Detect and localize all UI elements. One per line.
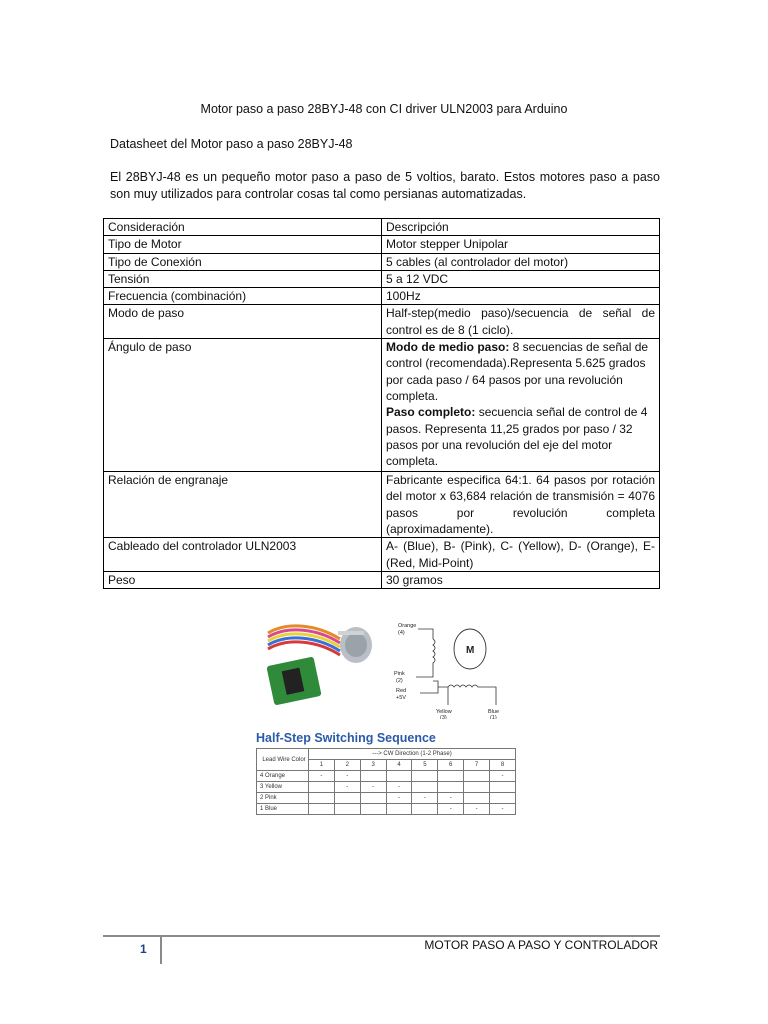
row-value: 100Hz (382, 288, 660, 305)
row-value: 5 cables (al controlador del motor) (382, 253, 660, 270)
footer-rule (103, 935, 660, 937)
step-cell: - (438, 804, 464, 815)
wire-label: 2 Pink (257, 793, 309, 804)
step-cell (438, 771, 464, 782)
motor-images (248, 615, 510, 719)
page-number: 1 (140, 942, 147, 956)
table-row (257, 771, 516, 782)
table-row (257, 782, 516, 793)
step-cell (490, 793, 516, 804)
document-subtitle: Datasheet del Motor paso a paso 28BYJ-48 (110, 137, 353, 151)
wire-red-voltage: +5V (396, 695, 406, 701)
document-title: Motor paso a paso 28BYJ-48 con CI driver ULN2003 para Arduino (200, 102, 568, 116)
step-cell (386, 804, 412, 815)
half-step-mode-label: Modo de medio paso: (386, 340, 510, 355)
intro-paragraph: El 28BYJ-48 es un pequeño motor paso a paso de 5 voltios, barato. Estos motores paso a paso son muy utilizados para controlar cosas tal como persianas automatizadas. (110, 170, 660, 201)
step-number: 2 (334, 760, 360, 771)
step-cell: - (334, 771, 360, 782)
cw-direction-header: ---> CW Direction (1-2 Phase) (309, 749, 516, 760)
step-cell (412, 804, 438, 815)
table-row (104, 571, 660, 588)
step-cell (309, 782, 335, 793)
row-label: Ángulo de paso (104, 339, 382, 472)
step-cell: - (464, 804, 490, 815)
row-label: Cableado del controlador ULN2003 (104, 538, 382, 572)
step-number: 8 (490, 760, 516, 771)
step-cell: - (490, 804, 516, 815)
row-label: Peso (104, 571, 382, 588)
step-cell (464, 771, 490, 782)
step-cell (412, 782, 438, 793)
step-cell (309, 793, 335, 804)
half-step-title: Half-Step Switching Sequence (256, 731, 436, 745)
step-cell: - (386, 793, 412, 804)
step-cell (438, 782, 464, 793)
row-value: Half-step(medio paso)/secuencia de señal de control es de 8 (1 ciclo). (382, 305, 660, 339)
step-cell (360, 771, 386, 782)
table-row (104, 253, 660, 270)
motor-symbol-label: M (466, 645, 475, 656)
wire-red-label: Red (396, 688, 407, 694)
wiring-schematic (394, 623, 499, 719)
row-value: A- (Blue), B- (Pink), C- (Yellow), D- (Orange), E- (Red, Mid-Point) (382, 538, 660, 572)
step-number: 7 (464, 760, 490, 771)
step-cell (360, 804, 386, 815)
table-row (257, 804, 516, 815)
driver-board-photo (266, 626, 372, 706)
step-number: 4 (386, 760, 412, 771)
motor-photo-and-schematic (248, 615, 510, 719)
full-step-mode-label: Paso completo: (386, 405, 476, 420)
step-cell: - (309, 771, 335, 782)
step-number: 1 (309, 760, 335, 771)
step-cell (360, 793, 386, 804)
table-row (104, 270, 660, 287)
wire-orange-number: (4) (398, 630, 405, 636)
wire-yellow-label: Yellow (436, 709, 452, 715)
table-row (104, 236, 660, 253)
step-number: 6 (438, 760, 464, 771)
wire-label: 3 Yellow (257, 782, 309, 793)
step-cell (386, 771, 412, 782)
step-cell (309, 804, 335, 815)
wire-pink-number: (2) (396, 678, 403, 684)
table-row (104, 538, 660, 572)
step-cell: - (438, 793, 464, 804)
half-step-mode-text: 8 secuencias de señal de control (recomendada).Representa 5.625 grados por cada paso / 64 pasos por una revolución completa. (386, 340, 649, 403)
table-header-row (104, 219, 660, 236)
row-value: Motor stepper Unipolar (382, 236, 660, 253)
half-step-header-row (257, 749, 516, 760)
wire-label: 4 Orange (257, 771, 309, 782)
wire-pink-label: Pink (394, 671, 405, 677)
row-label: Relación de engranaje (104, 472, 382, 538)
row-label: Modo de paso (104, 305, 382, 339)
spec-table (103, 218, 660, 589)
row-value: 30 gramos (382, 571, 660, 588)
full-step-mode-text: secuencia señal de control de 4 pasos. Representa 11,25 grados por paso / 32 pasos por una revolución del eje del motor completa. (386, 405, 648, 469)
step-cell (334, 793, 360, 804)
wire-blue-label: Blue (488, 709, 500, 715)
row-value: Fabricante especifica 64:1. 64 pasos por rotación del motor x 63,684 relación de transmisión = 4076 pasos por revolución completa (aproximadamente). (382, 472, 660, 538)
wire-label: 1 Blue (257, 804, 309, 815)
step-cell (464, 782, 490, 793)
header-descripcion: Descripción (382, 219, 660, 236)
table-row (104, 339, 660, 472)
step-cell: - (334, 782, 360, 793)
lead-wire-color-header: Lead Wire Color (257, 749, 309, 771)
table-row (104, 472, 660, 538)
row-label: Tipo de Conexión (104, 253, 382, 270)
step-number: 5 (412, 760, 438, 771)
wire-blue-number: (1) (490, 715, 497, 719)
table-row (104, 305, 660, 339)
step-cell (490, 782, 516, 793)
half-step-table (256, 748, 516, 815)
row-label: Frecuencia (combinación) (104, 288, 382, 305)
row-label: Tensión (104, 270, 382, 287)
row-value: 5 a 12 VDC (382, 270, 660, 287)
step-cell: - (490, 771, 516, 782)
header-consideracion: Consideración (104, 219, 382, 236)
step-cell: - (360, 782, 386, 793)
table-row (104, 288, 660, 305)
step-cell: - (386, 782, 412, 793)
table-row (257, 793, 516, 804)
step-cell (412, 771, 438, 782)
step-cell (464, 793, 490, 804)
step-cell: - (412, 793, 438, 804)
wire-orange-label: Orange (398, 623, 417, 629)
footer-divider (160, 935, 162, 964)
row-label: Tipo de Motor (104, 236, 382, 253)
step-cell (334, 804, 360, 815)
wire-yellow-number: (3) (440, 715, 447, 719)
footer-title: MOTOR PASO A PASO Y CONTROLADOR (424, 938, 658, 952)
row-value (382, 339, 660, 472)
step-number: 3 (360, 760, 386, 771)
